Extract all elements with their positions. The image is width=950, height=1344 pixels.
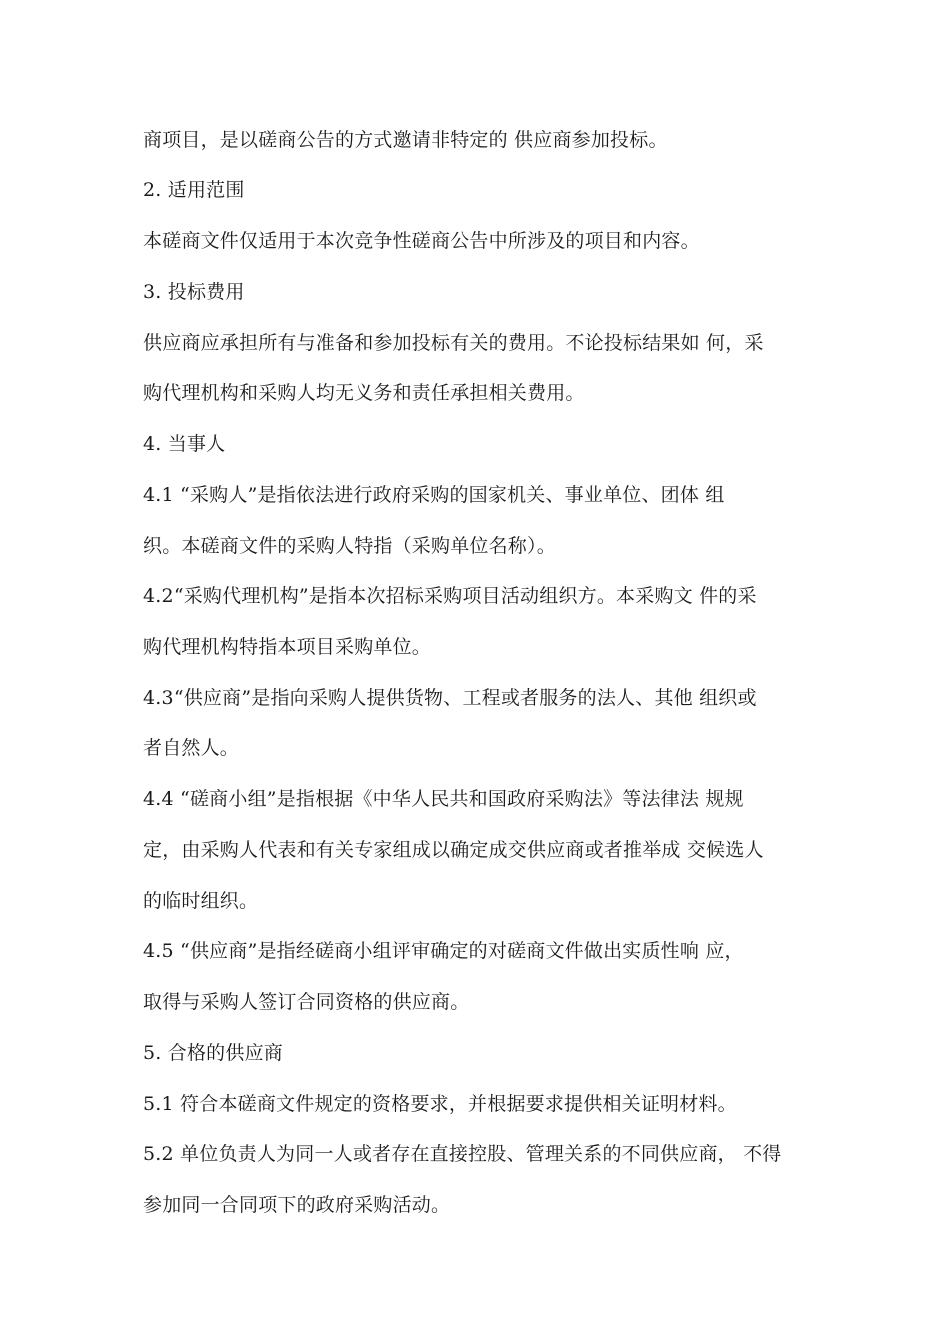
- paragraph-line: 4.1 “采购人”是指依法进行政府采购的国家机关、事业单位、团体 组: [143, 484, 725, 506]
- paragraph-line: 4.4 “磋商小组”是指根据《中华人民共和国政府采购法》等法律法 规规: [143, 788, 744, 810]
- paragraph-line: 5.2 单位负责人为同一人或者存在直接控股、管理关系的不同供应商， 不得: [143, 1143, 782, 1165]
- paragraph-line: 参加同一合同项下的政府采购活动。: [143, 1194, 451, 1216]
- paragraph-line: 本磋商文件仅适用于本次竞争性磋商公告中所涉及的项目和内容。: [143, 230, 700, 252]
- paragraph-line: 取得与采购人签订合同资格的供应商。: [143, 991, 470, 1013]
- paragraph-line: 供应商应承担所有与准备和参加投标有关的费用。不论投标结果如 何，采: [143, 332, 764, 354]
- paragraph-line: 4.5 “供应商”是指经磋商小组评审确定的对磋商文件做出实质性响 应，: [143, 940, 744, 962]
- section-heading: 2. 适用范围: [143, 179, 245, 201]
- section-heading: 5. 合格的供应商: [143, 1042, 283, 1064]
- paragraph-line: 4.2“采购代理机构”是指本次招标采购项目活动组织方。本采购文 件的采: [143, 585, 757, 607]
- paragraph-line: 购代理机构和采购人均无义务和责任承担相关费用。: [143, 382, 585, 404]
- paragraph-line: 者自然人。: [143, 737, 240, 759]
- paragraph-line: 购代理机构特指本项目采购单位。: [143, 636, 432, 658]
- paragraph-line: 织。本磋商文件的采购人特指（采购单位名称）。: [143, 535, 556, 557]
- section-heading: 4. 当事人: [143, 433, 226, 455]
- section-heading: 3. 投标费用: [143, 281, 245, 303]
- paragraph-line: 5.1 符合本磋商文件规定的资格要求，并根据要求提供相关证明材料。: [143, 1093, 737, 1115]
- paragraph-line: 4.3“供应商”是指向采购人提供货物、工程或者服务的法人、其他 组织或: [143, 687, 757, 709]
- paragraph-line: 定，由采购人代表和有关专家组成以确定成交供应商或者推举成 交候选人: [143, 839, 764, 861]
- paragraph-line: 的临时组织。: [143, 890, 259, 912]
- paragraph-line: 商项目，是以磋商公告的方式邀请非特定的 供应商参加投标。: [143, 129, 668, 151]
